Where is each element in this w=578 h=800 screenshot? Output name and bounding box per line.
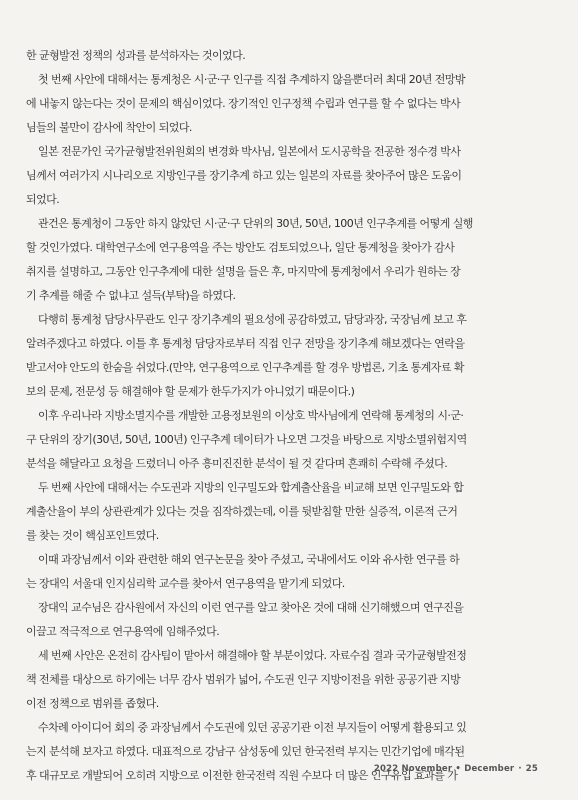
text-line: 이때 과장님께서 이와 관련한 해외 연구논문을 찾아 주셨고, 국내에서도 이와 유사한 연구를 하: [38, 553, 460, 566]
paragraph: [26, 644, 557, 716]
text-line: 이후 우리나라 지방소멸지수를 개발한 고용정보원의 이상호 박사님에게 연락해 통계청의 시·군·: [38, 409, 464, 422]
text-line: 한 균형발전 정책의 성과를 분석하자는 것이었다.: [26, 49, 246, 62]
paragraph: [26, 308, 557, 404]
paragraph: [26, 548, 557, 596]
footer-separator: ·: [518, 764, 522, 774]
text-line: 이전 정책으로 범위를 좁혔다.: [26, 697, 159, 710]
text-line: 다행히 통계청 담당사무관도 인구 장기추계의 필요성에 공감하였고, 담당과장, 국장님께 보고 후: [38, 313, 467, 326]
paragraph: [26, 404, 557, 476]
text-line: 받고서야 안도의 한숨을 쉬었다.(만약, 연구용역으로 인구추계를 할 경우 방법론, 기초 통계자료 확: [26, 361, 464, 374]
text-line: 할 것인가였다. 대학연구소에 연구용역을 주는 방안도 검토되었으나, 일단 통계청을 찾아가 감사: [26, 241, 455, 254]
text-line: 두 번째 사안에 대해서는 수도권과 지방의 인구밀도와 합계출산율을 비교해 보면 인구밀도와 합: [38, 481, 464, 494]
paragraph: [26, 44, 557, 68]
text-line: 분석을 해달라고 요청을 드렸더니 아주 흥미진진한 분석이 될 것 같다며 흔쾌히 수락해 주셨다.: [26, 457, 448, 470]
paragraph: [26, 596, 557, 644]
text-line: 이끌고 적극적으로 연구용역에 임해주었다.: [26, 625, 220, 638]
paragraph: [26, 716, 557, 788]
text-line: 후 대규모로 개발되어 오히려 지방으로 이전한 한국전력 직원 수보다 더 많은 인구유입 효과를 가: [26, 769, 458, 782]
paragraph: [26, 68, 557, 140]
text-line: 알려주겠다고 하였다. 이틀 후 통계청 담당자로부터 직접 인구 전망을 장기추계 해보겠다는 연락을: [26, 337, 465, 350]
text-line: 계출산율이 부의 상관관계가 있다는 것을 짐작하겠는데, 이를 뒷받침할 만한 실증적, 이론적 근거: [26, 505, 458, 518]
text-line: 되었다.: [26, 193, 60, 206]
text-line: 는 장대익 서울대 인지심리학 교수를 찾아서 연구용역을 맡기게 되었다.: [26, 577, 345, 590]
page-footer: [374, 764, 538, 774]
text-line: 님들의 불만이 감사에 착안이 되었다.: [26, 121, 192, 134]
text-line: 는지 분석해 보자고 하였다. 대표적으로 강남구 삼성동에 있던 한국전력 부지는 민간기업에 매각된: [26, 745, 465, 758]
text-line: 에 내놓지 않는다는 것이 문제의 핵심이었다. 장기적인 인구정책 수립과 연구를 할 수 없다는 박사: [26, 97, 461, 110]
article-body: [26, 44, 557, 788]
paragraph: [26, 212, 557, 308]
text-line: 취지를 설명하고, 그동안 인구추계에 대한 설명을 들은 후, 마지막에 통계청에서 우리가 원하는 장: [26, 265, 461, 278]
text-line: 책 전체를 대상으로 하기에는 너무 감사 범위가 넓어, 수도권 인구 지방이전을 위한 공공기관 지방: [26, 673, 461, 686]
text-line: 세 번째 사안은 온전히 감사팀이 맡아서 해결해야 할 부분이었다. 자료수집 결과 국가균형발전정: [38, 649, 467, 662]
text-line: 첫 번째 사안에 대해서는 통계청은 시·군·구 인구를 직접 추계하지 않을뿐더러 최대 20년 전망밖: [38, 73, 465, 86]
text-line: 를 찾는 것이 핵심포인트였다.: [26, 529, 159, 542]
text-line: 장대익 교수님은 감사원에서 자신의 이런 연구를 알고 찾아온 것에 대해 신기해했으며 연구진을: [38, 601, 464, 614]
text-line: 보의 문제, 전문성 등 해결해야 할 문제가 한두가지가 아니었기 때문이다.): [26, 385, 355, 398]
text-line: 구 단위의 장기(30년, 50년, 100년) 인구추계 데이터가 나오면 그것을 바탕으로 지방소멸위험지역: [26, 433, 467, 446]
text-line: 님께서 여러가지 시나리오로 지방인구를 장기추계 하고 있는 일본의 자료를 찾아주어 많은 도움이: [26, 169, 462, 182]
paragraph: [26, 140, 557, 212]
text-line: 일본 전문가인 국가균형발전위원회의 변경화 박사님, 일본에서 도시공학을 전공한 정수경 박사: [38, 145, 461, 158]
text-line: 수차례 아이디어 회의 중 과장님께서 수도권에 있던 공공기관 이전 부지들이 어떻게 활용되고 있: [38, 721, 467, 734]
page-number: 25: [525, 764, 538, 774]
text-line: 기 추계를 해줄 수 없냐고 설득(부탁)을 하였다.: [26, 289, 236, 302]
text-line: 관건은 통계청이 그동안 하지 않았던 시·군·구 단위의 30년, 50년, 100년 인구추계를 어떻게 실행: [38, 217, 473, 230]
issue-label: 2022 November • December: [373, 764, 515, 774]
paragraph: [26, 476, 557, 548]
